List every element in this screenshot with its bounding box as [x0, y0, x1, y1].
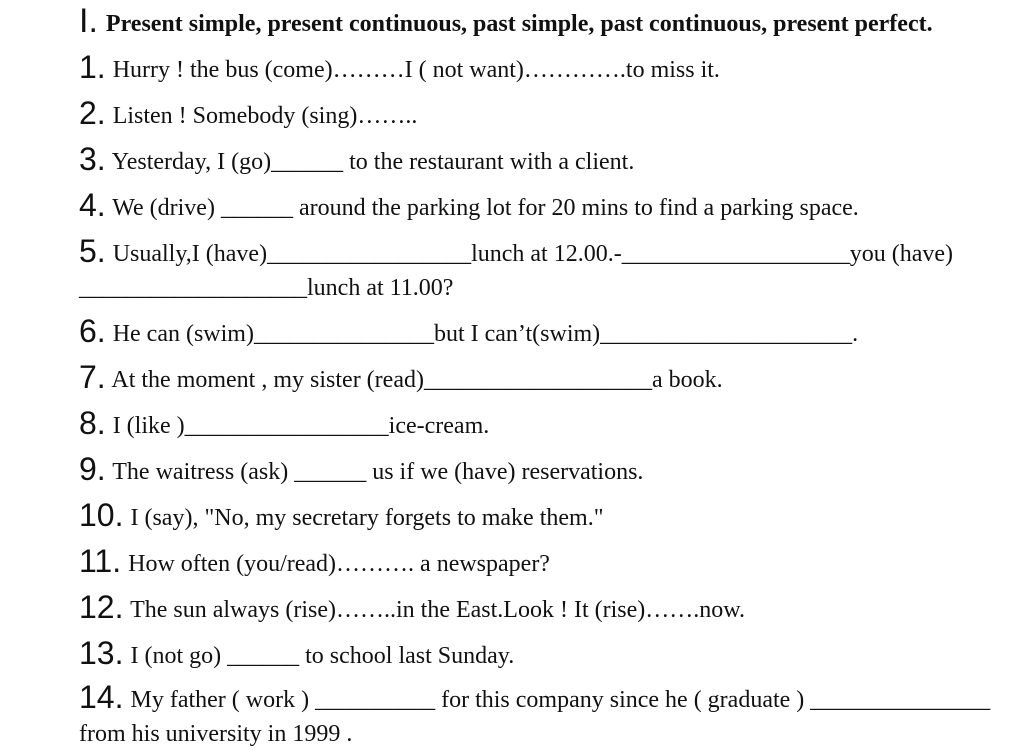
question-number: 9.	[79, 451, 106, 487]
question-12	[79, 590, 994, 627]
section-number: I.	[79, 2, 98, 40]
question-text: At the moment , my sister (read)___________________a book.	[111, 367, 723, 393]
question-text: Yesterday, I (go)______ to the restaurant with a client.	[111, 149, 635, 175]
question-14	[79, 680, 994, 751]
question-number: 12.	[79, 589, 124, 625]
question-4	[79, 188, 994, 225]
question-number: 13.	[79, 635, 124, 671]
question-1	[79, 50, 994, 87]
question-text: My father ( work ) __________ for this company since he ( graduate ) _______________ from his university in 1999 .	[79, 687, 991, 747]
question-6	[79, 314, 994, 351]
question-number: 5.	[79, 233, 106, 269]
question-text: The sun always (rise)……..in the East.Look ! It (rise)…….now.	[130, 597, 746, 623]
question-number: 7.	[79, 359, 106, 395]
question-text: We (drive) ______ around the parking lot for 20 mins to find a parking space.	[112, 195, 859, 221]
question-text: Usually,I (have)_________________lunch at 12.00.-___________________you (have) ___________________lunch at 11.00?	[79, 241, 953, 301]
question-7	[79, 360, 994, 397]
question-text: Listen ! Somebody (sing)……..	[112, 103, 418, 129]
question-number: 3.	[79, 141, 106, 177]
question-number: 6.	[79, 313, 106, 349]
question-text: He can (swim)_______________but I can’t(swim)_____________________.	[112, 321, 859, 347]
question-10	[79, 498, 994, 535]
question-2	[79, 96, 994, 133]
question-text: I (like )_________________ice-cream.	[112, 413, 490, 439]
question-number: 2.	[79, 95, 106, 131]
question-text: The waitress (ask) ______ us if we (have) reservations.	[112, 459, 644, 485]
question-number: 10.	[79, 497, 124, 533]
question-9	[79, 452, 994, 489]
question-3	[79, 142, 994, 179]
question-number: 11.	[79, 543, 122, 579]
question-text: Hurry ! the bus (come)………I ( not want)………….to miss it.	[112, 57, 720, 83]
question-8	[79, 406, 994, 443]
question-number: 8.	[79, 405, 106, 441]
question-number: 14.	[79, 679, 124, 715]
question-text: I (say), "No, my secretary forgets to make them."	[130, 505, 604, 531]
question-11	[79, 544, 994, 581]
question-13	[79, 636, 994, 673]
section-title: Present simple, present continuous, past simple, past continuous, present perfect.	[105, 11, 933, 37]
question-number: 1.	[79, 49, 106, 85]
section-heading	[79, 4, 994, 41]
question-text: How often (you/read)………. a newspaper?	[128, 551, 550, 577]
question-5	[79, 234, 994, 305]
worksheet	[79, 4, 994, 751]
question-number: 4.	[79, 187, 106, 223]
question-text: I (not go) ______ to school last Sunday.	[130, 643, 515, 669]
